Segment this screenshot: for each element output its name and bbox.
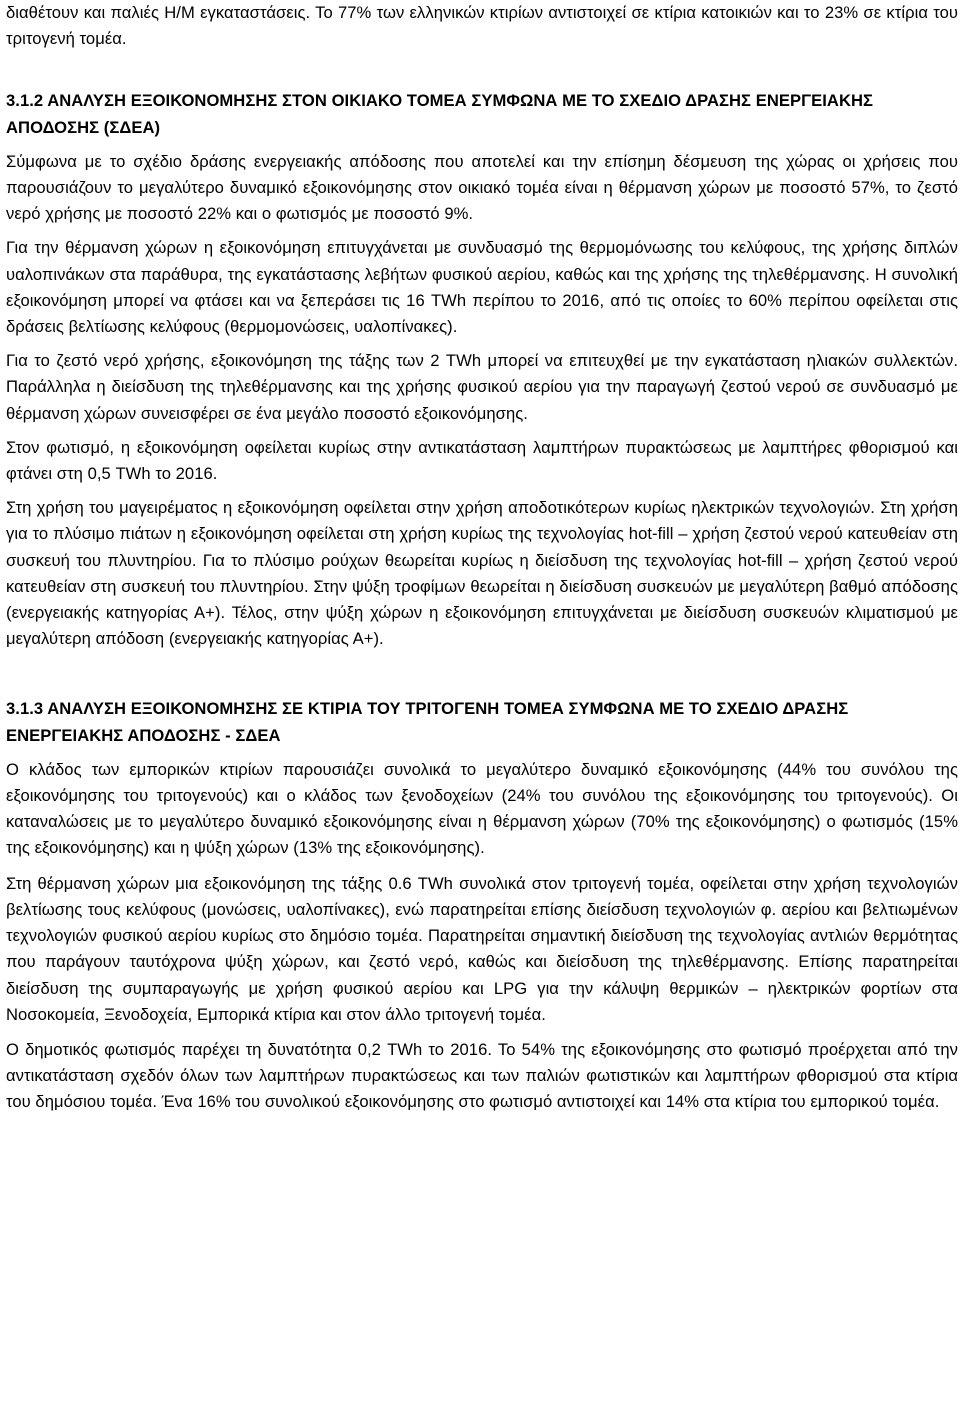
section-313-paragraph-3: Ο δημοτικός φωτισμός παρέχει τη δυνατότητα 0,2 TWh το 2016. Το 54% της εξοικονόμησης στο φωτισμό προέρχεται από την αντικατάσταση σχεδόν όλων των λαμπτήρων πυρακτώσεως και των παλιών φωτιστικών και λαμπτήρων φθορισμού στα κτίρια του δημόσιου τομέα. Ένα 16% του συνολικού εξοικονόμησης στο φωτισμό αντιστοιχεί και 14% στα κτίρια του εμπορικού τομέα. <box>6 1039 958 1112</box>
section-313-paragraph-1: Ο κλάδος των εμπορικών κτιρίων παρουσιάζει συνολικά το μεγαλύτερο δυναμικό εξοικονόμησης (44% του συνόλου της εξοικονόμησης του τριτογενούς) και ο κλάδος των ξενοδοχείων (24% του συνόλου της εξοικονόμησης του τριτογενούς). Οι καταναλώσεις με το μεγαλύτερο δυναμικό εξοικονόμησης είναι η θέρμανση χώρων (70% της εξοικονόμησης) ο φωτισμός (15% της εξοικονόμησης) και η ψύξη χώρων (13% της εξοικονόμησης). <box>6 759 958 858</box>
section-312-paragraph-5: Στη χρήση του μαγειρέματος η εξοικονόμηση οφείλεται στην χρήση αποδοτικότερων κυρίως ηλεκτρικών τεχνολογιών. Στη χρήση για το πλύσιμο πιάτων η εξοικονόμηση οφείλεται στη χρήση κυρίως της τεχνολογίας hot-fill – χρήση ζεστού νερού κατευθείαν στη συσκευή του πλυντηρίου. Για το πλύσιμο ρούχων θεωρείται κυρίως η διείσδυση της τεχνολογίας hot-fill – χρήση ζεστού νερού κατευθείαν στη συσκευή του πλυντηρίου. Στην ψύξη τροφίμων θεωρείται η διείσδυση συσκευών με μεγαλύτερη βαθμό απόδοσης (ενεργειακής κατηγορίας Α+). Τέλος, στην ψύξη χώρων η εξοικονόμηση επιτυγχάνεται με διείσδυση συσκευών κλιματισμού με μεγαλύτερη απόδοση (ενεργειακής κατηγορίας Α+). <box>6 498 958 649</box>
section-312-paragraph-3: Για το ζεστό νερό χρήσης, εξοικονόμηση της τάξης των 2 TWh μπορεί να επιτευχθεί με την εγκατάσταση ηλιακών συλλεκτών. Παράλληλα η διείσδυση της τηλεθέρμανσης και της χρήσης φυσικού αερίου για την παραγωγή ζεστού νερού σε συνδυασμό με θέρμανση χώρων συνεισφέρει σε ένα μεγάλο ποσοστό εξοικονόμησης. <box>6 351 958 423</box>
section-313-heading: 3.1.3 ΑΝΑΛΥΣΗ ΕΞΟΙΚΟΝΟΜΗΣΗΣ ΣΕ ΚΤΙΡΙΑ ΤΟΥ ΤΡΙΤΟΓΕΝΗ ΤΟΜΕΑ ΣΥΜΦΩΝΑ ΜΕ ΤΟ ΣΧΕΔΙΟ ΔΡΑΣΗΣ ΕΝΕΡΓΕΙΑΚΗΣ ΑΠΟΔΟΣΗΣ - ΣΔΕΑ <box>6 699 849 745</box>
document-page <box>6 0 958 1116</box>
section-312-paragraph-4: Στον φωτισμό, η εξοικονόμηση οφείλεται κυρίως στην αντικατάσταση λαμπτήρων πυρακτώσεως με λαμπτήρες φθορισμού και φτάνει στη 0,5 TWh το 2016. <box>6 437 958 484</box>
section-312-heading: 3.1.2 ΑΝΑΛΥΣΗ ΕΞΟΙΚΟΝΟΜΗΣΗΣ ΣΤΟΝ ΟΙΚΙΑΚΟ ΤΟΜΕΑ ΣΥΜΦΩΝΑ ΜΕ ΤΟ ΣΧΕΔΙΟ ΔΡΑΣΗΣ ΕΝΕΡΓΕΙΑΚΗΣ ΑΠΟΔΟΣΗΣ (ΣΔΕΑ) <box>6 91 874 137</box>
section-313-paragraph-2: Στη θέρμανση χώρων μια εξοικονόμηση της τάξης 0.6 TWh συνολικά στον τριτογενή τομέα, οφείλεται στην χρήση τεχνολογιών βελτίωσης τους κελύφους (μονώσεις, υαλοπίνακες), ενώ παρατηρείται επίσης διείσδυση τεχνολογιών φ. αερίου και βελτιωμένων τεχνολογιών φυσικού αερίου κυρίως στο δημόσιο τομέα. Παρατηρείται σημαντική διείσδυση της τεχνολογίας αντλιών θερμότητας που παράγουν ταυτόχρονα ψύξη χώρων, και ζεστό νερό, καθώς και διείσδυση της τηλεθέρμανσης. Επίσης παρατηρείται διείσδυση της συμπαραγωγής με χρήση φυσικού αερίου και LPG για την κάλυψη θερμικών – ηλεκτρικών φορτίων στα Νοσοκομεία, Ξενοδοχεία, Εμπορικά κτίρια και στον άλλο τριτογενή τομέα. <box>6 873 958 1024</box>
section-312-paragraph-1: Σύμφωνα με το σχέδιο δράσης ενεργειακής απόδοσης που αποτελεί και την επίσημη δέσμευση της χώρας οι χρήσεις που παρουσιάζουν το μεγαλύτερο δυναμικό εξοικονόμησης στον οικιακό τομέα είναι η θέρμανση χώρων με ποσοστό 57%, το ζεστό νερό χρήσης με ποσοστό 22% και ο φωτισμός με ποσοστό 9%. <box>6 151 958 224</box>
section-312-paragraph-2: Για την θέρμανση χώρων η εξοικονόμηση επιτυγχάνεται με συνδυασμό της θερμομόνωσης του κελύφους, της χρήσης διπλών υαλοπινάκων στα παράθυρα, της εγκατάστασης λεβήτων φυσικού αερίου, καθώς και της χρήσης της τηλεθέρμανσης. Η συνολική εξοικονόμηση μπορεί να φτάσει και να ξεπεράσει τις 16 TWh περίπου το 2016, από τις οποίες το 60% περίπου οφείλεται στις δράσεις βελτίωσης κελύφους (θερμομονώσεις, υαλοπίνακες). <box>6 238 958 337</box>
intro-paragraph: διαθέτουν και παλιές Η/Μ εγκαταστάσεις. Το 77% των ελληνικών κτιρίων αντιστοιχεί σε κτίρια κατοικιών και το 23% σε κτίρια του τριτογενή τομέα. <box>6 3 958 49</box>
